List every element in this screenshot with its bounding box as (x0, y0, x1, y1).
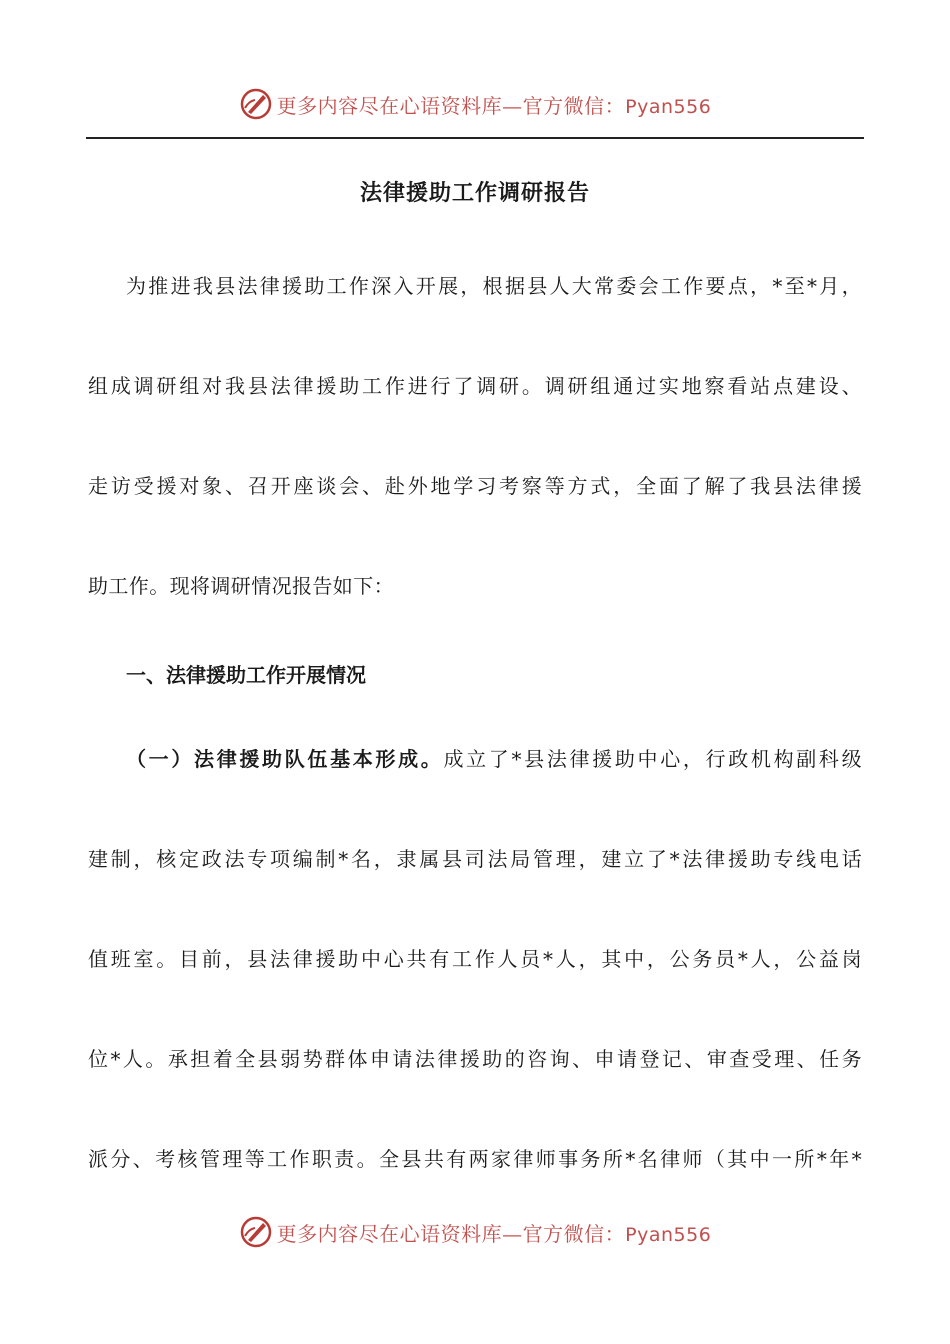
paragraph-line: 派分、考核管理等工作职责。全县共有两家律师事务所*名律师（其中一所*年* (88, 1147, 862, 1171)
document-title: 法律援助工作调研报告 (359, 181, 590, 206)
pen-logo-icon (239, 87, 273, 121)
paragraph-line: 组成调研组对我县法律援助工作进行了调研。调研组通过实地察看站点建设、 (88, 374, 862, 398)
section-heading: 一、法律援助工作开展情况 (126, 663, 366, 687)
paragraph-line: 值班室。目前，县法律援助中心共有工作人员*人，其中，公务员*人，公益岗 (88, 947, 862, 971)
header-rule (86, 137, 864, 139)
wechat-id: Pyan556 (625, 95, 712, 118)
subsection-heading: （一）法律援助队伍基本形成。 (126, 747, 444, 771)
paragraph-line: 走访受援对象、召开座谈会、赴外地学习考察等方式，全面了解了我县法律援 (88, 474, 862, 498)
paragraph-line: （一）法律援助队伍基本形成。成立了*县法律援助中心，行政机构副科级 (126, 747, 862, 771)
pen-logo-icon (239, 1215, 273, 1249)
header-banner (0, 82, 950, 126)
banner-text: 更多内容尽在心语资料库—官方微信：Pyan556 (276, 93, 712, 118)
paragraph-line: 建制，核定政法专项编制*名，隶属县司法局管理，建立了*法律援助专线电话 (88, 847, 862, 871)
banner-text: 更多内容尽在心语资料库—官方微信：Pyan556 (276, 1221, 712, 1246)
footer-banner (0, 1210, 950, 1254)
paragraph-line: 助工作。现将调研情况报告如下： (88, 574, 394, 598)
wechat-id: Pyan556 (625, 1223, 712, 1246)
paragraph-line: 位*人。承担着全县弱势群体申请法律援助的咨询、申请登记、审查受理、任务 (88, 1047, 862, 1071)
paragraph-line: 为推进我县法律援助工作深入开展，根据县人大常委会工作要点，*至*月， (126, 274, 862, 298)
